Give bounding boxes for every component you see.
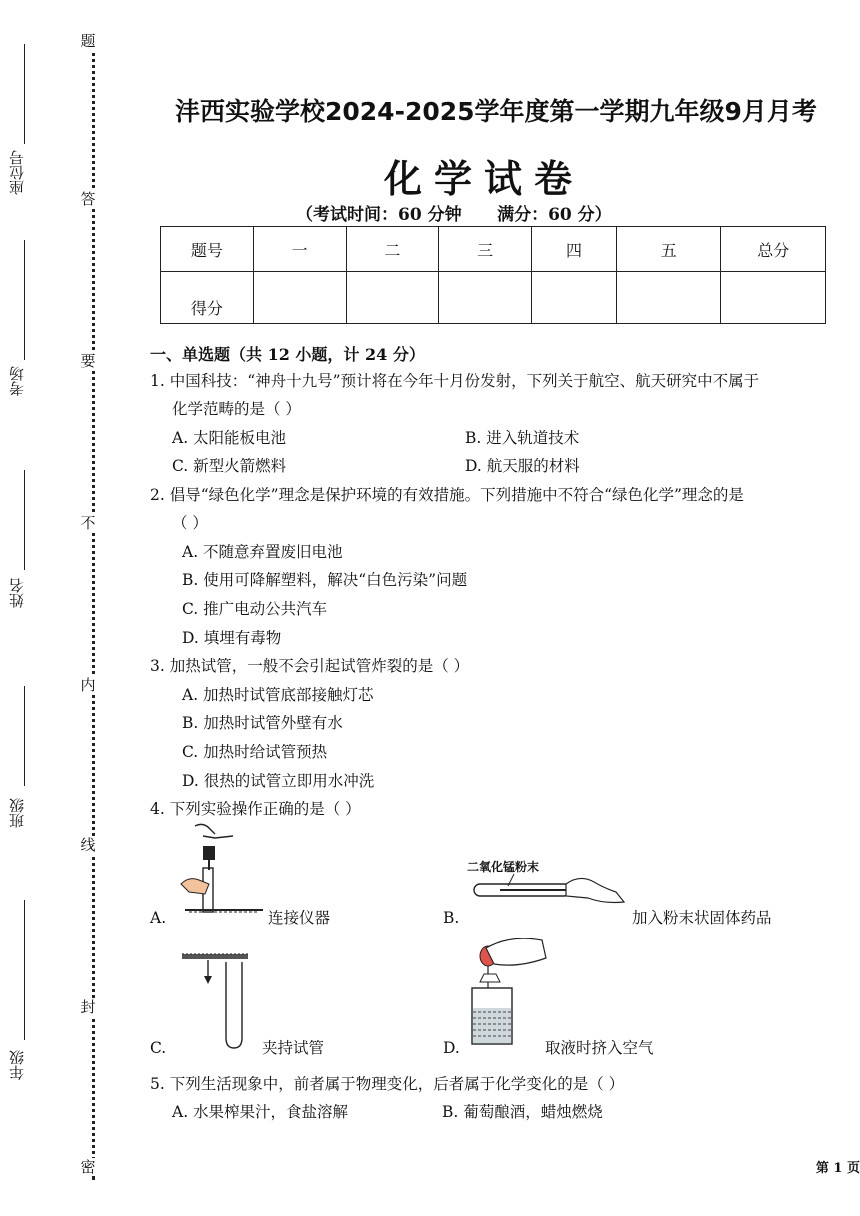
exam-room-label: 考场 xyxy=(8,366,26,396)
question-5-stem: 5. 下列生活现象中，前者属于物理变化，后者属于化学变化的是（ ） xyxy=(150,1075,625,1093)
option-c: C. 推广电动公共汽车 xyxy=(182,600,328,618)
score-cell[interactable] xyxy=(721,272,826,324)
score-cell[interactable] xyxy=(617,272,721,324)
seal-char: 密 xyxy=(78,1158,98,1176)
option-a-text: 连接仪器 xyxy=(268,909,331,927)
seat-number-label: 座位号 xyxy=(8,150,26,195)
option-a: A. 加热时试管底部接触灯芯 xyxy=(182,686,374,704)
score-table xyxy=(160,226,826,324)
score-cell[interactable] xyxy=(439,272,532,324)
connect-apparatus-figure xyxy=(175,822,265,918)
option-b-letter: B. xyxy=(443,909,460,927)
option-b: B. 进入轨道技术 xyxy=(465,429,580,447)
binding-line xyxy=(24,44,25,144)
seal-char: 要 xyxy=(78,352,98,370)
score-cell[interactable] xyxy=(532,272,617,324)
main-title: 化学试卷 xyxy=(383,156,584,201)
name-label: 姓名 xyxy=(8,578,26,608)
option-b: B. 葡萄酿酒，蜡烛燃烧 xyxy=(442,1103,603,1121)
score-cell[interactable] xyxy=(346,272,439,324)
seal-char: 答 xyxy=(78,190,98,208)
option-d: D. 填埋有毒物 xyxy=(182,629,282,647)
binding-line xyxy=(24,900,25,1040)
page-number: 第 1 页 xyxy=(815,1161,860,1176)
score-table-score-row xyxy=(161,272,826,324)
class-label: 班级 xyxy=(8,798,26,828)
seal-char: 内 xyxy=(78,676,98,694)
option-a: A. 不随意弃置废旧电池 xyxy=(182,543,343,561)
option-d-text: 取液时挤入空气 xyxy=(545,1039,654,1057)
option-c: C. 加热时给试管预热 xyxy=(182,743,328,761)
option-b: B. 加热时试管外壁有水 xyxy=(182,714,343,732)
score-table-header-row xyxy=(161,227,826,272)
question-3-stem: 3. 加热试管，一般不会引起试管炸裂的是（ ） xyxy=(150,657,470,675)
option-b-text: 加入粉末状固体药品 xyxy=(632,909,772,927)
dropper-figure xyxy=(468,938,548,1050)
table-cell: 得分 xyxy=(161,272,254,324)
section-title: 一、单选题（共 12 小题，计 24 分） xyxy=(150,345,425,364)
option-d: D. 很热的试管立即用水冲洗 xyxy=(182,772,375,790)
add-powder-figure xyxy=(470,870,630,920)
option-d: D. 航天服的材料 xyxy=(465,457,580,475)
option-c-text: 夹持试管 xyxy=(262,1039,325,1057)
option-a-letter: A. xyxy=(150,909,167,927)
table-cell: 三 xyxy=(439,227,532,272)
option-a: A. 太阳能板电池 xyxy=(172,429,287,447)
table-cell: 四 xyxy=(532,227,617,272)
table-cell: 五 xyxy=(617,227,721,272)
school-title: 沣西实验学校2024-2025学年度第一学期九年级9月月考 xyxy=(175,97,817,126)
option-c: C. 新型火箭燃料 xyxy=(172,457,287,475)
table-cell: 一 xyxy=(253,227,346,272)
seal-char: 题 xyxy=(78,32,98,50)
question-2-stem: 2. 倡导“绿色化学”理念是保护环境的有效措施。下列措施中不符合“绿色化学”理念的是 xyxy=(150,486,744,504)
seal-char: 不 xyxy=(78,514,98,532)
option-a: A. 水果榨果汁，食盐溶解 xyxy=(172,1103,349,1121)
question-4-stem: 4. 下列实验操作正确的是（ ） xyxy=(150,800,361,818)
binding-line xyxy=(24,686,25,786)
powder-label: 二氧化锰粉末 xyxy=(467,860,540,874)
table-cell: 总分 xyxy=(721,227,826,272)
exam-info: （考试时间：60 分钟 满分：60 分） xyxy=(296,205,612,225)
question-1-stem-cont: 化学范畴的是（ ） xyxy=(172,400,301,418)
option-c-letter: C. xyxy=(150,1039,167,1057)
table-cell: 二 xyxy=(346,227,439,272)
question-1-stem: 1. 中国科技：“神舟十九号”预计将在今年十月份发射，下列关于航空、航天研究中不属于 xyxy=(150,372,760,390)
hold-tube-figure xyxy=(180,948,260,1050)
seal-char: 封 xyxy=(78,998,98,1016)
option-d-letter: D. xyxy=(443,1039,460,1057)
binding-line xyxy=(24,240,25,360)
question-2-stem-cont: （ ） xyxy=(172,514,208,532)
grade-label: 年级 xyxy=(8,1050,26,1080)
table-cell: 题号 xyxy=(161,227,254,272)
score-cell[interactable] xyxy=(253,272,346,324)
option-b: B. 使用可降解塑料，解决“白色污染”问题 xyxy=(182,571,468,589)
seal-char: 线 xyxy=(78,836,98,854)
binding-line xyxy=(24,470,25,570)
